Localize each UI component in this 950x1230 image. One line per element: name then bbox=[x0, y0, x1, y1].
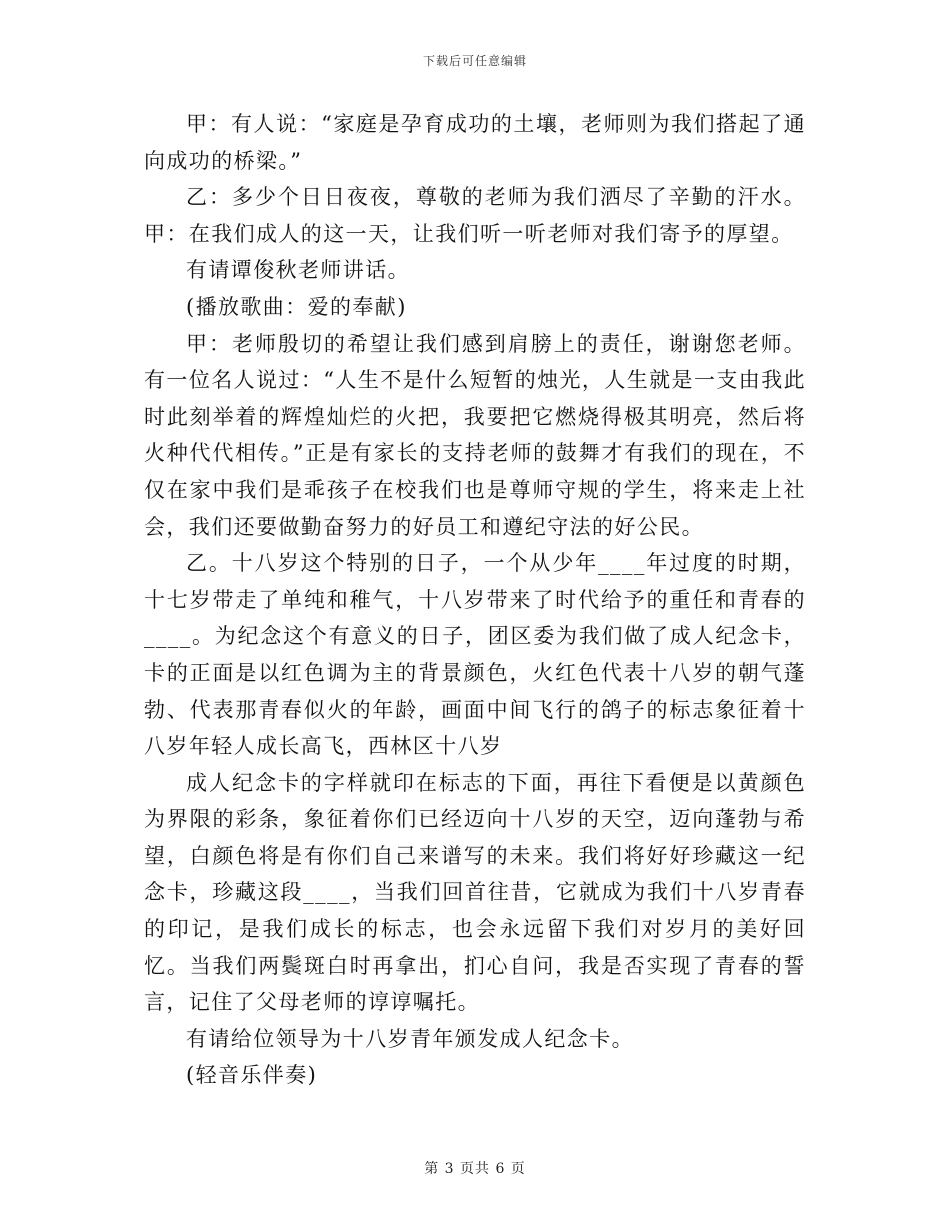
paragraph: 甲：老师殷切的希望让我们感到肩膀上的责任，谢谢您老师。有一位名人说过：“人生不是什么短暂的烛光，人生就是一支由我此时此刻举着的辉煌灿烂的火把，我要把它燃烧得极其明亮，然后将火种代代相传。”正是有家长的支持老师的鼓舞才有我们的现在，不仅在家中我们是乖孩子在校我们也是尊师守规的学生，将来走上社会，我们还要做勤奋努力的好员工和遵纪守法的好公民。 bbox=[144, 331, 806, 539]
page-footer: 第 3 页共 6 页 bbox=[424, 1161, 526, 1177]
page-header: 下载后可任意编辑 bbox=[422, 54, 527, 68]
paragraph: 成人纪念卡的字样就印在标志的下面，再往下看便是以黄颜色为界限的彩条，象征着你们已经迈向十八岁的天空，迈向蓬勃与希望，白颜色将是有你们自己来谱写的未来。我们将好好珍藏这一纪念卡，珍藏这段____，当我们回首往昔，它就成为我们十八岁青春的印记，是我们成长的标志，也会永远留下我们对岁月的美好回忆。当我们两鬓斑白时再拿出，扪心自问，我是否实现了青春的誓言，记住了父母老师的谆谆嘱托。 bbox=[144, 770, 806, 1015]
document-body bbox=[144, 106, 806, 1094]
paragraph: 乙：多少个日日夜夜，尊敬的老师为我们洒尽了辛勤的汗水。甲：在我们成人的这一天，让我们听一听老师对我们寄予的厚望。 bbox=[144, 185, 806, 246]
paragraph: 甲：有人说：“家庭是孕育成功的土壤，老师则为我们搭起了通向成功的桥梁。” bbox=[144, 112, 806, 173]
paragraph: (轻音乐伴奏) bbox=[186, 1063, 318, 1088]
paragraph: 乙。十八岁这个特别的日子，一个从少年____年过度的时期，十七岁带走了单纯和稚气，十八岁带来了时代给予的重任和青春的____。为纪念这个有意义的日子，团区委为我们做了成人纪念卡，卡的正面是以红色调为主的背景颜色，火红色代表十八岁的朝气蓬勃、代表那青春似火的年龄，画面中间飞行的鸽子的标志象征着十八岁年轻人成长高飞，西林区十八岁 bbox=[144, 551, 806, 759]
paragraph: (播放歌曲：爱的奉献) bbox=[186, 294, 407, 319]
paragraph: 有请谭俊秋老师讲话。 bbox=[186, 258, 410, 283]
paragraph: 有请给位领导为十八岁青年颁发成人纪念卡。 bbox=[186, 1026, 634, 1051]
